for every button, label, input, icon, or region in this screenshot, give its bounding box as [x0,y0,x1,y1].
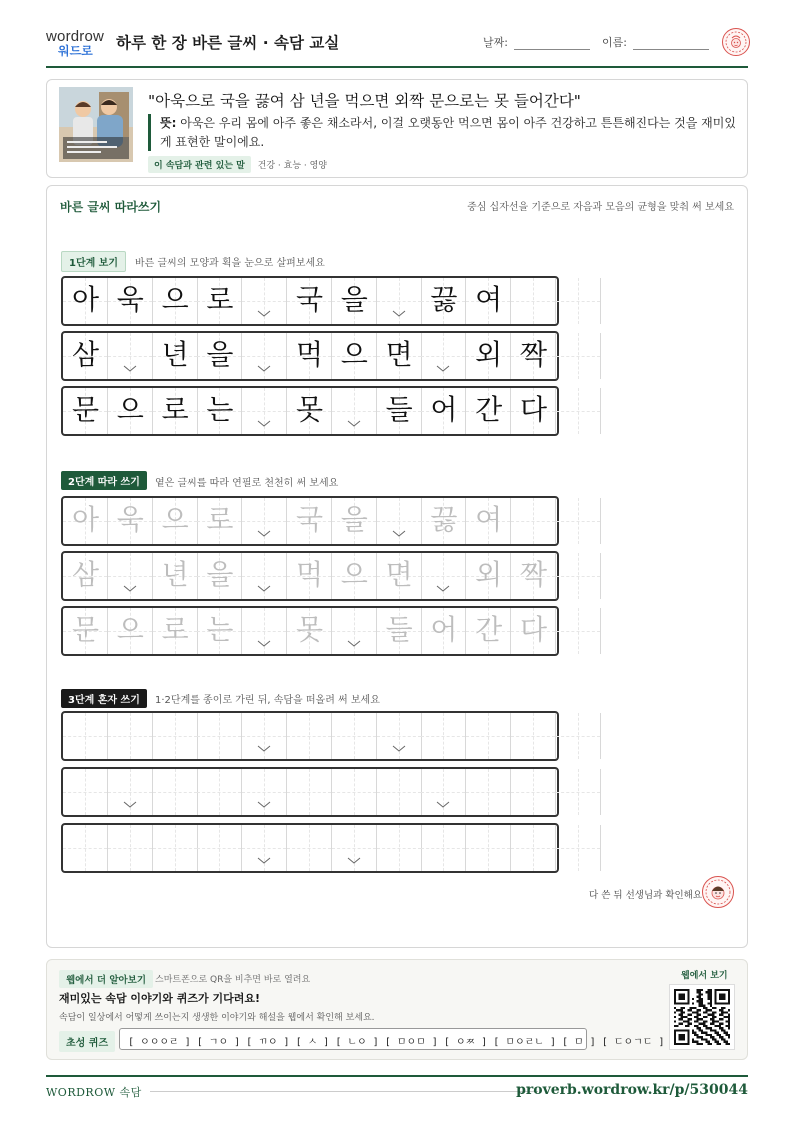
trace-character: 을 [206,558,234,591]
writing-cell[interactable] [108,498,153,544]
writing-cell[interactable] [242,608,287,654]
writing-cell[interactable] [197,713,242,759]
space-mark-icon [436,585,450,593]
name-label: 이름: [602,36,627,49]
writing-cell[interactable] [242,713,287,759]
writing-row[interactable] [61,767,559,817]
writing-cell[interactable] [287,553,332,599]
writing-cell [287,278,332,324]
trace-character: 문 [71,613,100,646]
trace-character: 국 [295,503,324,536]
model-character: 아 [71,283,100,316]
writing-cell[interactable] [511,498,556,544]
writing-cell[interactable] [332,608,377,654]
trace-character: 는 [206,613,234,646]
writing-cell[interactable] [377,713,422,759]
proverb-text: "아욱으로 국을 끓여 삼 년을 먹으면 외짝 문으로는 못 들어간다" [148,92,581,110]
space-mark-icon [392,745,406,753]
space-mark-icon [257,530,271,538]
model-character: 끓 [430,283,458,316]
space-mark-icon [392,310,406,318]
writing-cell[interactable] [511,608,556,654]
footer-url[interactable]: proverb.wordrow.kr/p/530044 [516,1082,748,1098]
writing-cell [556,388,601,434]
writing-cell[interactable] [511,553,556,599]
writing-cell[interactable] [153,498,198,544]
writing-cell[interactable] [556,769,601,815]
writing-cell [197,278,242,324]
web-tag-note: 스마트폰으로 QR을 비추면 바로 열려요 [155,975,311,985]
practice-panel [46,185,748,948]
writing-cell[interactable] [242,825,287,871]
writing-cell[interactable] [153,825,198,871]
writing-cell[interactable] [421,769,466,815]
trace-character: 못 [295,613,324,646]
writing-cell [421,333,466,379]
writing-cell[interactable] [332,769,377,815]
stage1-desc: 바른 글씨의 모양과 획을 눈으로 살펴보세요 [135,258,325,269]
meaning-text: 아욱은 우리 몸에 아주 좋은 채소라서, 이걸 오랫동안 먹으면 몸이 아주 건강하고 튼튼해진다는 것을 재미있게 표현한 말이에요. [160,116,736,149]
trace-character: 욱 [116,503,144,536]
stage2-desc: 옅은 글씨를 따라 연필로 천천히 써 보세요 [155,478,339,489]
writing-cell[interactable] [108,769,153,815]
writing-cell[interactable] [466,553,511,599]
stage3-desc: 1·2단계를 종이로 가린 뒤, 속담을 떠올려 써 보세요 [155,695,380,706]
quiz-label: 초성 퀴즈 [59,1031,115,1052]
trace-character: 다 [519,613,548,646]
writing-cell[interactable] [332,553,377,599]
writing-cell[interactable] [108,713,153,759]
trace-character: 간 [475,613,503,646]
trace-character: 으 [116,613,144,646]
writing-cell[interactable] [511,769,556,815]
model-character: 외 [475,338,503,371]
writing-cell[interactable] [377,498,422,544]
model-character: 짝 [519,338,548,371]
space-mark-icon [123,801,137,809]
writing-row[interactable] [61,606,559,656]
web-title: 재미있는 속담 이야기와 퀴즈가 기다려요! [59,992,260,1005]
writing-cell [242,333,287,379]
writing-cell [197,388,242,434]
footer-divider [150,1091,538,1092]
writing-cell[interactable] [197,498,242,544]
writing-cell [466,333,511,379]
trace-character: 들 [385,613,413,646]
writing-row [61,276,559,326]
writing-cell[interactable] [63,825,108,871]
trace-character: 을 [340,503,368,536]
space-mark-icon [347,420,361,428]
space-mark-icon [257,585,271,593]
logo-korean: 워드로 [58,44,93,58]
related-words [148,156,327,173]
writing-cell[interactable] [63,498,108,544]
model-character: 로 [161,393,189,426]
space-mark-icon [257,857,271,865]
web-tag: 웹에서 더 알아보기 [59,970,153,988]
writing-cell[interactable] [153,608,198,654]
trace-character: 외 [475,558,503,591]
model-character: 여 [475,283,503,316]
writing-cell[interactable] [63,608,108,654]
writing-cell[interactable] [377,769,422,815]
writing-cell [153,388,198,434]
page-title: 하루 한 장 바른 글씨 · 속담 교실 [116,34,340,52]
model-character: 간 [475,393,503,426]
writing-cell[interactable] [108,825,153,871]
writing-cell [153,333,198,379]
trace-character: 로 [161,613,189,646]
stage1-badge: 1단계 보기 [61,251,126,272]
writing-cell [63,388,108,434]
teacher-stamp-icon [702,876,734,908]
date-line[interactable] [514,38,590,50]
model-character: 문 [71,393,100,426]
writing-cell[interactable] [421,713,466,759]
model-character: 년 [161,338,189,371]
writing-row[interactable] [61,551,559,601]
writing-row [61,386,559,436]
writing-cell[interactable] [63,769,108,815]
writing-cell [287,388,332,434]
trace-character: 짝 [519,558,548,591]
meaning-label: 뜻: [160,116,177,130]
writing-cell[interactable] [421,553,466,599]
writing-cell[interactable] [556,608,601,654]
space-mark-icon [436,365,450,373]
model-character: 면 [385,338,413,371]
model-character: 으 [116,393,144,426]
space-mark-icon [257,365,271,373]
date-label: 날짜: [483,36,508,49]
trace-character: 아 [71,503,100,536]
model-character: 국 [295,283,324,316]
trace-character: 어 [430,613,458,646]
writing-cell [63,278,108,324]
writing-cell [108,388,153,434]
writing-cell[interactable] [242,553,287,599]
logo-text: wordrow [46,28,105,45]
writing-cell[interactable] [511,713,556,759]
space-mark-icon [257,420,271,428]
writing-cell[interactable] [421,825,466,871]
writing-row[interactable] [61,496,559,546]
page-footer [46,1075,748,1105]
writing-cell[interactable] [287,498,332,544]
trace-character: 먹 [295,558,324,591]
writing-cell[interactable] [332,713,377,759]
web-more-box [46,959,748,1060]
writing-row [61,331,559,381]
practice-title: 바른 글씨 따라쓰기 [60,200,162,214]
trace-character: 으 [161,503,189,536]
model-character: 는 [206,393,234,426]
writing-cell[interactable] [421,608,466,654]
writing-cell[interactable] [332,498,377,544]
writing-cell[interactable] [108,608,153,654]
qr-code-icon[interactable] [669,984,735,1050]
writing-cell[interactable] [421,498,466,544]
writing-cell[interactable] [287,825,332,871]
seal-stamp-icon [722,28,750,56]
writing-cell [377,278,422,324]
writing-cell[interactable] [466,498,511,544]
writing-cell[interactable] [287,769,332,815]
writing-cell [332,278,377,324]
space-mark-icon [257,640,271,648]
name-field[interactable] [602,34,709,50]
writing-cell[interactable] [377,608,422,654]
writing-cell [242,388,287,434]
space-mark-icon [257,310,271,318]
footer-brand: WORDROW 속담 [46,1086,142,1099]
writing-cell [511,388,556,434]
writing-row[interactable] [61,711,559,761]
model-character: 으 [161,283,189,316]
writing-cell [556,278,601,324]
space-mark-icon [257,801,271,809]
writing-cell[interactable] [332,825,377,871]
practice-hint: 중심 십자선을 기준으로 자음과 모음의 균형을 맞춰 써 보세요 [467,202,734,213]
writing-cell [377,333,422,379]
trace-character: 삼 [71,558,100,591]
writing-cell [466,278,511,324]
trace-character: 으 [340,558,368,591]
wordrow-logo [46,28,106,58]
model-character: 들 [385,393,413,426]
space-mark-icon [123,585,137,593]
writing-cell[interactable] [556,713,601,759]
web-desc: 속담이 일상에서 어떻게 쓰이는지 생생한 이야기와 해설을 웹에서 확인해 보세요. [59,1013,375,1023]
space-mark-icon [257,745,271,753]
writing-cell[interactable] [153,713,198,759]
writing-cell[interactable] [197,769,242,815]
writing-cell[interactable] [466,608,511,654]
writing-cell [511,333,556,379]
writing-cell[interactable] [377,553,422,599]
trace-character: 로 [206,503,234,536]
writing-cell[interactable] [153,769,198,815]
writing-cell [153,278,198,324]
writing-cell[interactable] [466,769,511,815]
writing-cell [556,333,601,379]
model-character: 못 [295,393,324,426]
related-tag: 이 속담과 관련 있는 말 [148,156,251,173]
writing-cell[interactable] [287,713,332,759]
model-character: 을 [340,283,368,316]
writing-cell [108,278,153,324]
model-character: 욱 [116,283,144,316]
space-mark-icon [436,801,450,809]
model-character: 다 [519,393,548,426]
writing-cell [511,278,556,324]
proverb-meaning [148,114,738,151]
stage2-badge: 2단계 따라 쓰기 [61,471,147,490]
stage3-badge: 3단계 혼자 쓰기 [61,689,147,708]
writing-cell[interactable] [511,825,556,871]
writing-cell[interactable] [377,825,422,871]
trace-character: 여 [475,503,503,536]
name-line[interactable] [633,38,709,50]
writing-cell[interactable] [242,769,287,815]
space-mark-icon [347,857,361,865]
writing-cell [421,388,466,434]
writing-cell [332,388,377,434]
model-character: 을 [206,338,234,371]
writing-cell[interactable] [556,553,601,599]
writing-cell[interactable] [108,553,153,599]
writing-cell[interactable] [63,713,108,759]
proverb-card [46,79,748,178]
space-mark-icon [123,365,137,373]
trace-character: 면 [385,558,413,591]
writing-cell [377,388,422,434]
writing-cell [108,333,153,379]
space-mark-icon [347,640,361,648]
writing-cell [242,278,287,324]
writing-cell [63,333,108,379]
writing-cell[interactable] [556,498,601,544]
model-character: 어 [430,393,458,426]
model-character: 로 [206,283,234,316]
page-header [46,24,748,68]
writing-cell[interactable] [466,825,511,871]
writing-cell [287,333,332,379]
space-mark-icon [392,530,406,538]
chosung-quiz: [ ㅇㅇㅇㄹ ] [ ㄱㅇ ] [ ㄲㅇ ] [ ㅅ ] [ ㄴㅇ ] [ ㅁㅇㅁ ] [ ㅇㅉ ] [ ㅁㅇㄹㄴ ] [ ㅁ ] [ ㄷㅇㄱㄷ ] [119,1028,587,1050]
writing-cell[interactable] [197,608,242,654]
writing-cell[interactable] [197,553,242,599]
writing-cell[interactable] [466,713,511,759]
proverb-illustration [59,87,133,162]
trace-character: 년 [161,558,189,591]
writing-cell[interactable] [197,825,242,871]
writing-cell[interactable] [556,825,601,871]
trace-character: 끓 [430,503,458,536]
writing-cell[interactable] [153,553,198,599]
writing-cell[interactable] [242,498,287,544]
writing-cell [466,388,511,434]
writing-cell [421,278,466,324]
writing-row[interactable] [61,823,559,873]
writing-cell[interactable] [287,608,332,654]
qr-label: 웹에서 보기 [681,971,728,981]
writing-cell [332,333,377,379]
related-values: 건강 · 효능 · 영양 [257,161,327,171]
date-field[interactable] [483,34,590,50]
teacher-note: 다 쓴 뒤 선생님과 확인해요 [589,890,703,901]
writing-cell [197,333,242,379]
model-character: 으 [340,338,368,371]
writing-cell[interactable] [63,553,108,599]
model-character: 삼 [71,338,100,371]
model-character: 먹 [295,338,324,371]
